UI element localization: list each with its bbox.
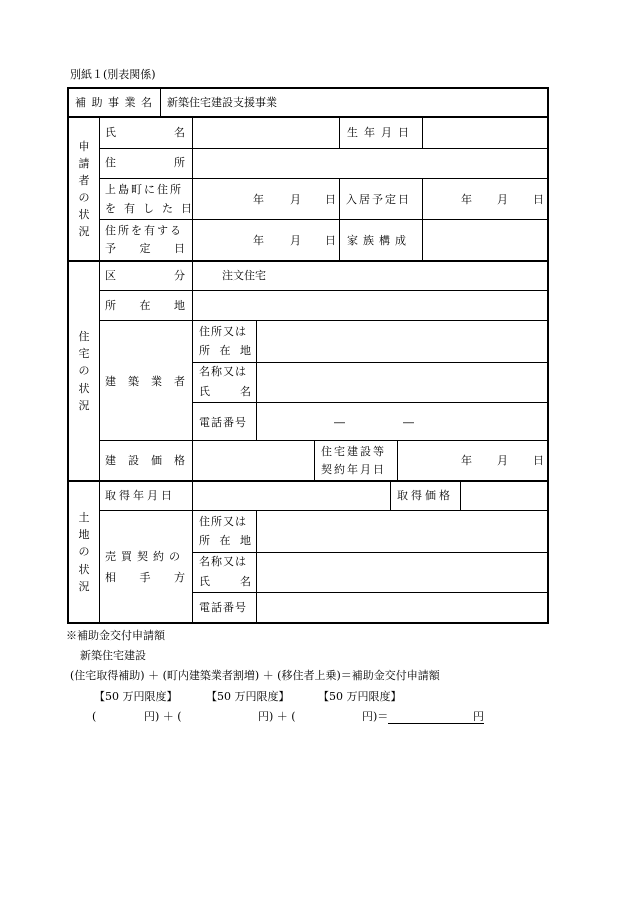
builder-name-label-2: 氏 名: [199, 385, 251, 398]
move-in-label: 入居予定日: [346, 193, 411, 206]
attachment-label: 別紙１(別表関係): [70, 68, 156, 81]
seller-addr-label-2: 所 在 地: [199, 534, 251, 547]
contract-day: 日: [533, 454, 544, 467]
builder-addr-label-2: 所 在 地: [199, 344, 251, 357]
limit-3: 【50 万円限度】: [318, 690, 402, 703]
will-reside-label-1: 住所を有する: [105, 224, 183, 237]
contract-year: 年: [461, 454, 472, 467]
total-underline: [388, 723, 484, 724]
builder-phone-dash-2: ―: [403, 416, 414, 429]
category-label: 区 分: [105, 269, 185, 282]
builder-phone-dash-1: ―: [334, 416, 345, 429]
section-applicant: 申 請 者 の 状 況: [78, 139, 90, 239]
reside-day: 日: [325, 234, 336, 247]
total-yen: 円: [473, 710, 484, 723]
family-label: 家族構成: [347, 234, 411, 247]
builder-label: 建 築 業 者: [105, 375, 185, 388]
amount-close-3: 円)＝: [362, 710, 389, 723]
residence-month: 月: [290, 193, 301, 206]
location-label: 所 在 地: [105, 299, 185, 312]
builder-phone-label: 電話番号: [199, 416, 247, 429]
seller-name-label-2: 氏 名: [199, 575, 251, 588]
counterparty-label-2: 相 手 方: [105, 571, 185, 584]
residence-date-label-2: を有した日: [105, 202, 200, 215]
move-in-day: 日: [533, 193, 544, 206]
birthdate-label: 生年月日: [347, 126, 415, 139]
will-reside-label-2: 予 定 日: [105, 242, 185, 255]
section-land: 土 地 の 状 況: [78, 511, 90, 593]
amount-open-1: (: [92, 710, 97, 723]
address-label: 住 所: [105, 156, 185, 169]
residence-date-label-1: 上島町に住所: [105, 183, 183, 196]
builder-name-label-1: 名称又は: [199, 365, 247, 378]
move-in-month: 月: [497, 193, 508, 206]
project-name: 新築住宅建設支援事業: [167, 96, 277, 109]
residence-day: 日: [325, 193, 336, 206]
subsidy-formula: (住宅取得補助) ＋ (町内建築業者割増) ＋ (移住者上乗)＝補助金交付申請額: [70, 669, 440, 682]
residence-year: 年: [253, 193, 264, 206]
price-label: 建 設 価 格: [105, 454, 185, 467]
category-value: 注文住宅: [222, 269, 266, 282]
reside-month: 月: [290, 234, 301, 247]
contract-date-label-2: 契約年月日: [321, 463, 386, 476]
reside-year: 年: [253, 234, 264, 247]
acquired-label: 取得年月日: [105, 489, 175, 502]
seller-name-label-1: 名称又は: [199, 555, 247, 568]
amount-close-2: 円) ＋ (: [258, 710, 296, 723]
contract-date-label-1: 住宅建設等: [321, 445, 386, 458]
seller-phone-label: 電話番号: [199, 601, 247, 614]
limit-1: 【50 万円限度】: [94, 690, 178, 703]
counterparty-label-1: 売買契約の: [105, 550, 185, 563]
move-in-year: 年: [461, 193, 472, 206]
project-label: 補助事業名: [75, 96, 158, 109]
contract-month: 月: [497, 454, 508, 467]
subsidy-subtitle: 新築住宅建設: [80, 649, 146, 662]
subsidy-note: ※補助金交付申請額: [66, 629, 165, 642]
name-label: 氏 名: [105, 126, 185, 139]
limit-2: 【50 万円限度】: [206, 690, 290, 703]
section-house: 住 宅 の 状 況: [78, 330, 90, 412]
amount-close-1: 円) ＋ (: [144, 710, 182, 723]
builder-addr-label-1: 住所又は: [199, 325, 247, 338]
acq-price-label: 取得価格: [397, 489, 453, 502]
seller-addr-label-1: 住所又は: [199, 515, 247, 528]
